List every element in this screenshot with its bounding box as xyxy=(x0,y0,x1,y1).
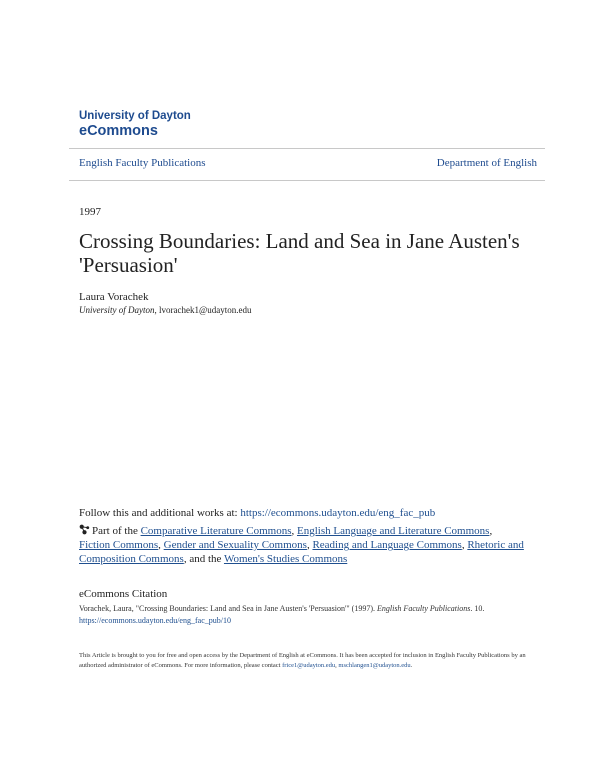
author-email: lvorachek1@udayton.edu xyxy=(159,305,252,315)
follow-text: Follow this and additional works at: xyxy=(79,507,241,519)
repository-name: eCommons xyxy=(79,123,158,139)
publication-year: 1997 xyxy=(79,206,101,218)
citation-text xyxy=(79,603,539,627)
notice-text: This Article is brought to you for free and open access by the Department of English at eCommons. It has been accepted for inclusion in English Faculty Publications by an authorized administrator of eCommons. For more information, please contact xyxy=(79,652,526,669)
part-of-commons: Part of the Comparative Literature Commons, English Language and Literature Commons, Fiction Commons, Gender and Sexuality Commons, Reading and Language Commons, Rhetoric and Composition Commons, and the Women's Studies Commons xyxy=(79,525,524,565)
contact-email-link-1[interactable]: frice1@udayton.edu xyxy=(282,662,336,669)
citation-url-link[interactable]: https://ecommons.udayton.edu/eng_fac_pub/10 xyxy=(79,616,231,625)
author-name: Laura Vorachek xyxy=(79,291,149,303)
commons-link-womens-studies[interactable]: Women's Studies Commons xyxy=(223,553,348,565)
university-name: University of Dayton xyxy=(79,110,191,122)
citation-heading: eCommons Citation xyxy=(79,588,168,600)
department-link[interactable]: Department of English xyxy=(436,157,537,169)
series-link[interactable]: English Faculty Publications xyxy=(79,157,206,169)
citation-journal: English Faculty Publications xyxy=(376,604,471,613)
article-title: Crossing Boundaries: Land and Sea in Jane Austen's 'Persuasion' xyxy=(79,229,520,277)
commons-link-comparative-literature[interactable]: Comparative Literature Commons xyxy=(140,525,292,537)
commons-link-english-language-literature[interactable]: English Language and Literature Commons xyxy=(296,525,490,537)
author-affiliation: University of Dayton, lvorachek1@udayton.edu xyxy=(79,305,252,315)
repository-brand[interactable] xyxy=(79,110,191,140)
and-the-text: , and the xyxy=(183,553,224,565)
commons-link-rhetoric-composition[interactable]: Rhetoric and Composition Commons xyxy=(79,539,524,565)
access-notice: This Article is brought to you for free and open access by the Department of English at eCommons. It has been accepted for inclusion in English Faculty Publications by an authorized administrator of eCommons. For more information, please contact frice1@udayton.edu, mschlangen1@udayton.edu. xyxy=(79,652,526,669)
part-of-prefix: Part of the xyxy=(92,525,141,537)
follow-line xyxy=(79,507,435,519)
commons-link-gender-sexuality[interactable]: Gender and Sexuality Commons xyxy=(163,539,307,551)
author-institution: University of Dayton xyxy=(79,305,155,315)
contact-email-link-2[interactable]: mschlangen1@udayton.edu xyxy=(338,662,411,669)
commons-link-reading-language[interactable]: Reading and Language Commons xyxy=(312,539,462,551)
collection-url-link[interactable]: https://ecommons.udayton.edu/eng_fac_pub xyxy=(240,507,436,519)
top-divider xyxy=(69,148,545,149)
network-icon xyxy=(79,524,90,535)
bottom-divider xyxy=(69,180,545,181)
commons-link-fiction[interactable]: Fiction Commons xyxy=(79,539,159,551)
citation-number: . 10. xyxy=(470,604,485,613)
citation-body: Vorachek, Laura, "Crossing Boundaries: Land and Sea in Jane Austen's 'Persuasion'" (1997). xyxy=(79,604,377,613)
